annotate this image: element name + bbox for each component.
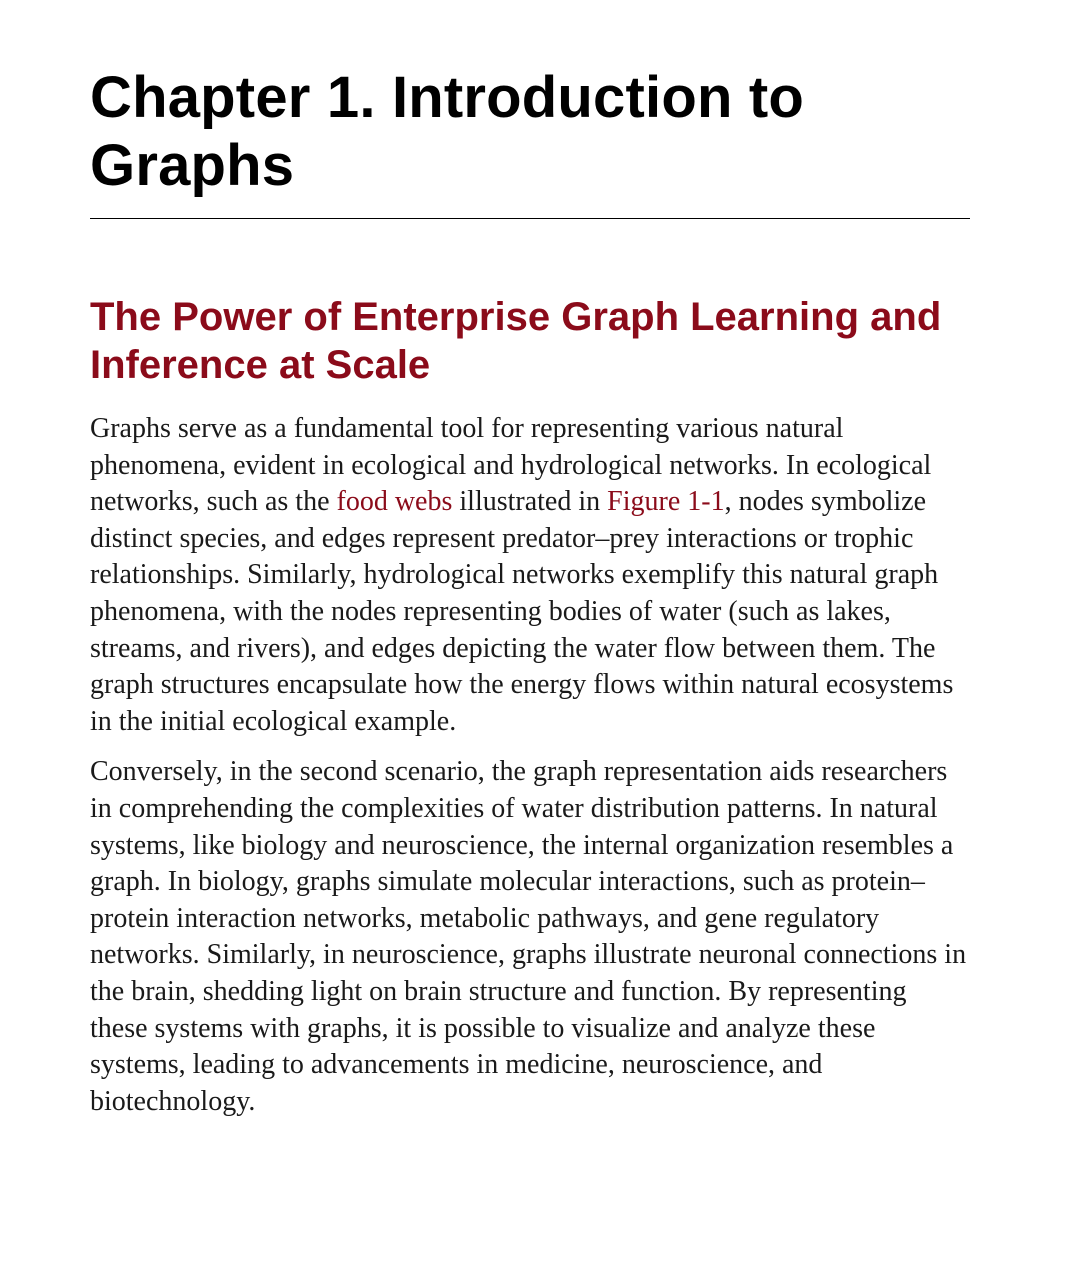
document-page [90, 64, 970, 1134]
section-heading-line2: Inference at Scale [90, 343, 431, 387]
chapter-title-line2: Graphs [90, 133, 295, 198]
paragraph-1-text-end: , nodes symbolize distinct species, and edges represent predator–prey interactions or trophic relationships. Similarly, hydrological networks exemplify this natural graph phenomena, with the nodes representing bodies of water (such as lakes, streams, and rivers), and edges depicting the water flow between them. The graph structures encapsulate how the energy flows within natural ecosystems in the initial ecological example. [90, 486, 954, 737]
paragraph-1-text-middle: illustrated in [452, 486, 608, 518]
food-webs-link[interactable]: food webs [336, 486, 453, 518]
section-heading [90, 293, 970, 389]
section-heading-line1: The Power of Enterprise Graph Learning and [90, 295, 942, 339]
figure-1-1-link[interactable]: Figure 1-1 [607, 486, 725, 518]
chapter-title-line1: Chapter 1. Introduction to [90, 65, 805, 130]
paragraph-2: Conversely, in the second scenario, the graph representation aids researchers in comprehending the complexities of water distribution patterns. In natural systems, like biology and neuroscience, the internal organization resembles a graph. In biology, graphs simulate molecular interactions, such as protein–protein interaction networks, metabolic pathways, and gene regulatory networks. Similarly, in neuroscience, graphs illustrate neuronal connections in the brain, shedding light on brain structure and function. By representing these systems with graphs, it is possible to visualize and analyze these systems, leading to advancements in medicine, neuroscience, and biotechnology. [90, 756, 967, 1117]
paragraph-1-text-start: Graphs serve as a fundamental tool for representing various natural phenomena, evident in ecological and hydrological networks. In ecological networks, such as the [90, 413, 932, 518]
chapter-title [90, 64, 970, 219]
paragraph-1 [90, 411, 970, 740]
